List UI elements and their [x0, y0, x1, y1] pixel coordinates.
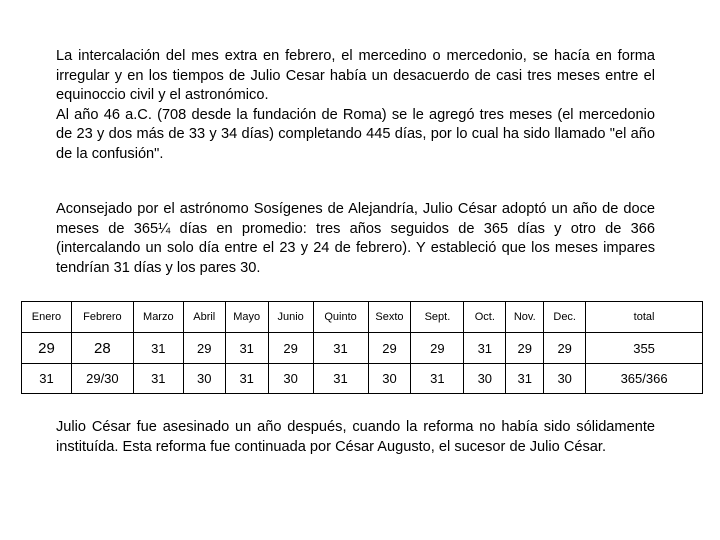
table-cell: 31 — [225, 364, 268, 394]
intro-text-1: La intercalación del mes extra en febrero, el mercedino o mercedonio, se hacía en forma irregular y en los tiempos de Julio Cesar había un desacuerdo de casi tres meses entre el equinoccio civil y el astronómico. — [56, 48, 655, 103]
table-cell: 30 — [183, 364, 225, 394]
table-cell: 31 — [313, 364, 368, 394]
julian-calendar-table — [21, 301, 703, 394]
table-cell: 29 — [22, 333, 72, 364]
header-cell-total: total — [586, 302, 703, 333]
table-cell: 31 — [313, 333, 368, 364]
conclusion-paragraph: Julio César fue asesinado un año después, cuando la reforma no había sido sólidamente instituída. Esta reforma fue continuada por César Augusto, el sucesor de Julio César. — [56, 419, 655, 455]
table-cell: 31 — [133, 333, 183, 364]
table-cell: 31 — [225, 333, 268, 364]
table-cell: 31 — [133, 364, 183, 394]
table-cell: 29 — [506, 333, 544, 364]
table-cell: 29 — [268, 333, 313, 364]
table-cell: 29 — [411, 333, 464, 364]
header-cell-junio: Junio — [268, 302, 313, 333]
table-cell: 355 — [586, 333, 703, 364]
header-cell-sept: Sept. — [411, 302, 464, 333]
header-cell-sexto: Sexto — [368, 302, 411, 333]
intro-paragraph — [56, 47, 655, 164]
header-cell-abril: Abril — [183, 302, 225, 333]
table-cell: 28 — [71, 333, 133, 364]
table-cell: 29 — [544, 333, 586, 364]
table-cell: 31 — [411, 364, 464, 394]
intro-text-2: Al año 46 a.C. (708 desde la fundación de Roma) se le agregó tres meses (el mercedonio de 23 y dos más de 33 y 34 días) completando 445 días, por lo cual ha sido llamado "el año de la confusión". — [56, 106, 655, 162]
table-cell: 31 — [506, 364, 544, 394]
table-cell: 30 — [368, 364, 411, 394]
header-cell-dec: Dec. — [544, 302, 586, 333]
table-cell: 30 — [544, 364, 586, 394]
table-cell: 29 — [368, 333, 411, 364]
header-cell-mayo: Mayo — [225, 302, 268, 333]
header-cell-nov: Nov. — [506, 302, 544, 333]
header-cell-quinto: Quinto — [313, 302, 368, 333]
table-cell: 30 — [268, 364, 313, 394]
sosigenes-paragraph: Aconsejado por el astrónomo Sosígenes de Alejandría, Julio César adoptó un año de doce meses de 365¼ días en promedio: tres años seguidos de 365 días y otro de 366 (intercalando un solo día entre el 23 y 24 de febrero). Y estableció que los meses impares tendrían 31 días y los pares 30. — [56, 201, 655, 276]
table-cell: 31 — [464, 333, 506, 364]
table-cell: 30 — [464, 364, 506, 394]
table-row — [22, 333, 703, 364]
header-cell-enero: Enero — [22, 302, 72, 333]
table-cell: 365/366 — [586, 364, 703, 394]
table-cell: 29/30 — [71, 364, 133, 394]
table-cell: 29 — [183, 333, 225, 364]
header-cell-marzo: Marzo — [133, 302, 183, 333]
header-cell-febrero: Febrero — [71, 302, 133, 333]
table-cell: 31 — [22, 364, 72, 394]
table-header-row — [22, 302, 703, 333]
header-cell-oct: Oct. — [464, 302, 506, 333]
table-row — [22, 364, 703, 394]
